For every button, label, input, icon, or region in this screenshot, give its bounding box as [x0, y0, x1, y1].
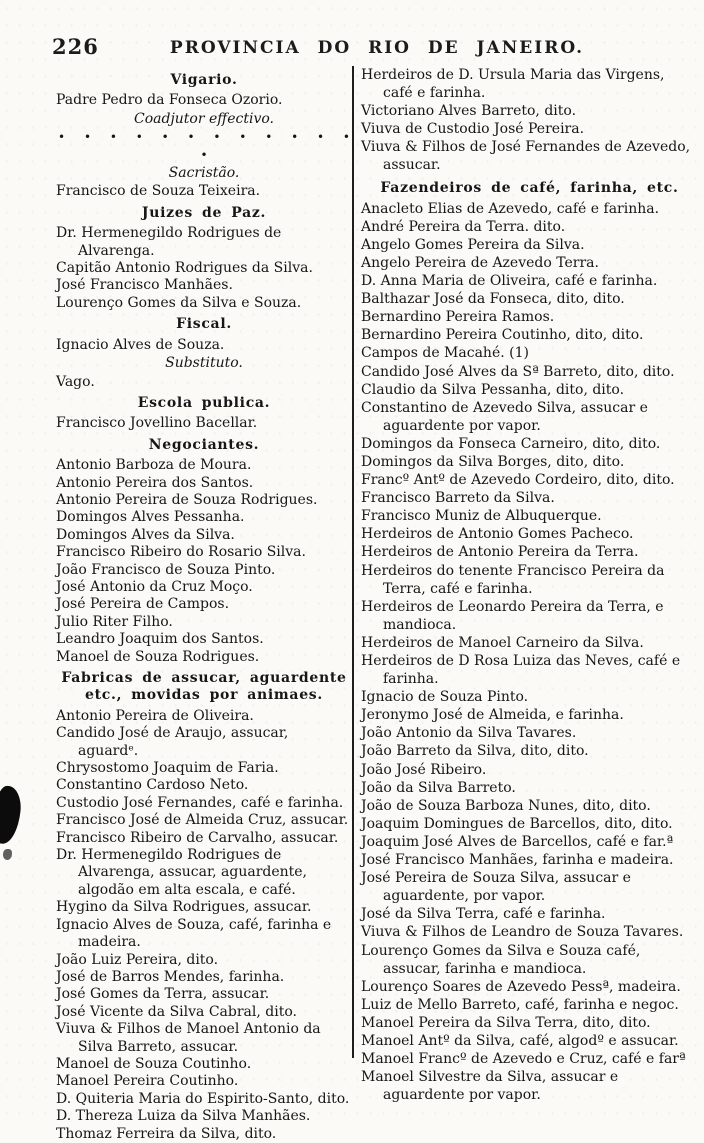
entry-line: Julio Riter Filho. [56, 613, 173, 630]
entry-line: Francisco de Souza Teixeira. [56, 183, 261, 200]
ink-speck [3, 849, 12, 860]
entry-line: Herdeiros de D. Ursula Maria das Virgens, café e farinha. [361, 67, 665, 102]
entry-line: Ignacio de Souza Pinto. [361, 689, 529, 706]
entry-line: José Francisco Manhães. [56, 277, 233, 294]
entry-line: João da Silva Barreto. [361, 779, 516, 796]
entry-line: D. Thereza Luiza da Silva Manhães. [56, 1108, 311, 1125]
entry-line: José Vicente da Silva Cabral, dito. [56, 1003, 297, 1020]
ink-blot [0, 785, 23, 845]
entry-line: Leandro Joaquim dos Santos. [56, 631, 264, 648]
entry-line: Joaquim José Alves de Barcellos, café e far.ª [361, 833, 674, 850]
entry-line: João Antonio da Silva Tavares. [361, 725, 577, 742]
entry-line: Herdeiros de D Rosa Luiza das Neves, café e farinha. [361, 653, 681, 688]
entry-line: Antonio Barboza de Moura. [56, 457, 252, 474]
entry-line: Viuva & Filhos de José Fernandes de Azevedo, assucar. [361, 139, 691, 174]
entry-line: Balthazar José da Fonseca, dito, dito. [361, 291, 625, 308]
entry-line: Francisco José de Almeida Cruz, assucar. [56, 812, 349, 829]
entry-line: João Luiz Pereira, dito. [56, 951, 219, 968]
entry-line: Herdeiros de Antonio Pereira da Terra. [361, 544, 639, 561]
section-heading: Fiscal. [176, 316, 232, 333]
entry-line: Manoel de Souza Coutinho. [56, 1055, 252, 1072]
entry-line: Jeronymo José de Almeida, e farinha. [361, 707, 624, 724]
entry-line: Luiz de Mello Barreto, café, farinha e negoc. [361, 996, 679, 1013]
section-heading: Escola publica. [137, 394, 271, 411]
entry-line: Ignacio Alves de Souza, café, farinha e madeira. [56, 916, 332, 951]
entry-line: Bernardino Pereira Coutinho, dito, dito. [361, 327, 644, 344]
entry-line: Joaquim Domingues de Barcellos, dito, dito. [361, 815, 673, 832]
column-divider-rule [352, 66, 354, 1058]
entry-line: Claudio da Silva Pessanha, dito, dito. [361, 381, 625, 398]
column-right [361, 66, 698, 1104]
entry-line: José Antonio da Cruz Moço. [56, 578, 253, 595]
entry-line: Candido José de Araujo, assucar, aguardᵉ. [56, 725, 289, 759]
entry-line: Candido José Alves da Sª Barreto, dito, dito. [361, 363, 675, 380]
entry-line: Manoel Silvestre da Silva, assucar e aguardente por vapor. [361, 1069, 619, 1104]
section-heading: Fazendeiros de café, farinha, etc. [380, 179, 679, 196]
entry-line: José da Silva Terra, café e farinha. [361, 906, 606, 923]
entry-line: Francº Antº de Azevedo Cordeiro, dito, dito. [361, 472, 675, 489]
entry-line: Chrysostomo Joaquim de Faria. [56, 760, 279, 777]
entry-line: Francisco Muniz de Albuquerque. [361, 508, 602, 525]
entry-line: Herdeiros de Antonio Gomes Pacheco. [361, 526, 634, 543]
entry-line: Capitão Antonio Rodrigues da Silva. [56, 260, 313, 277]
entry-line: Viuva & Filhos de Leandro de Souza Tavares. [361, 924, 684, 941]
entry-line: D. Anna Maria de Oliveira, café e farinha. [361, 273, 658, 290]
entry-line: João José Ribeiro. [361, 761, 487, 778]
entry-line: Herdeiros de Manoel Carneiro da Silva. [361, 634, 644, 651]
entry-line: Dr. Hermenegildo Rodrigues de Alvarenga. [56, 225, 282, 259]
entry-line: Lourenço Soares de Azevedo Pessª, madeira. [361, 978, 681, 995]
entry-line: Angelo Gomes Pereira da Silva. [361, 236, 585, 253]
entry-line: José Gomes da Terra, assucar. [56, 986, 270, 1003]
entry-line: Hygino da Silva Rodrigues, assucar. [56, 899, 312, 916]
page-number: 226 [52, 34, 99, 59]
entry-line: Francisco Ribeiro do Rosario Silva. [56, 544, 306, 561]
entry-line: Domingos Alves Pessanha. [56, 509, 245, 526]
column-left [56, 68, 352, 1143]
entry-line: Francisco Jovellino Bacellar. [56, 415, 258, 432]
entry-line: Victoriano Alves Barreto, dito. [361, 103, 577, 120]
entry-line: Antonio Pereira de Oliveira. [56, 707, 254, 724]
entry-line: José de Barros Mendes, farinha. [56, 968, 285, 985]
entry-line: Padre Pedro da Fonseca Ozorio. [56, 92, 283, 109]
entry-line: Francisco Ribeiro de Carvalho, assucar. [56, 829, 339, 846]
entry-line: Lourenço Gomes da Silva e Souza. [56, 294, 302, 311]
italic-subheading: Coadjutor effectivo. [134, 110, 274, 127]
entry-line: Manoel Antº da Silva, café, algodº e assucar. [361, 1032, 679, 1049]
italic-subheading: Substituto. [165, 355, 243, 372]
entry-line: D. Quiteria Maria do Espirito-Santo, dito. [56, 1090, 350, 1107]
entry-line: Manoel de Souza Rodrigues. [56, 648, 260, 665]
entry-line: Dr. Hermenegildo Rodrigues de Alvarenga, assucar, aguardente, algodão em alta escala, e café. [56, 847, 308, 898]
entry-line: Vago. [56, 373, 95, 390]
entry-line: Antonio Pereira de Souza Rodrigues. [56, 491, 318, 508]
entry-line: Herdeiros do tenente Francisco Pereira da Terra, café e farinha. [361, 562, 665, 597]
entry-line: Ignacio Alves de Souza. [56, 336, 225, 353]
section-heading: Negociantes. [148, 436, 260, 453]
entry-line: José Pereira de Campos. [56, 596, 230, 613]
entry-line: Lourenço Gomes da Silva e Souza café, assucar, farinha e mandioca. [361, 942, 641, 977]
entry-line: Herdeiros de Leonardo Pereira da Terra, e mandioca. [361, 598, 664, 633]
entry-line: Domingos Alves da Silva. [56, 526, 235, 543]
section-heading: Fabricas de assucar, aguardente etc., movidas por animaes. [61, 670, 347, 704]
entry-line: Anacleto Elias de Azevedo, café e farinha. [361, 200, 660, 217]
entry-line: Thomaz Ferreira da Silva, dito. [56, 1125, 277, 1142]
entry-line: Manoel Francº de Azevedo e Cruz, café e farª [361, 1051, 686, 1068]
entry-line: João de Souza Barboza Nunes, dito, dito. [361, 797, 651, 814]
entry-line: Angelo Pereira de Azevedo Terra. [361, 254, 599, 271]
entry-line: Viuva & Filhos de Manoel Antonio da Silva Barreto, assucar. [56, 1021, 321, 1055]
section-heading: Vigario. [170, 72, 238, 88]
entry-line: Constantino Cardoso Neto. [56, 777, 249, 794]
entry-line: Bernardino Pereira Ramos. [361, 309, 555, 326]
section-heading: Juizes de Paz. [141, 204, 267, 221]
entry-line: João Barreto da Silva, dito, dito. [361, 743, 589, 760]
entry-line: Antonio Pereira dos Santos. [56, 474, 254, 491]
entry-line: Campos de Macahé. (1) [361, 345, 529, 362]
entry-line: Constantino de Azevedo Silva, assucar e aguardente por vapor. [361, 399, 648, 434]
entry-line: Viuva de Custodio José Pereira. [361, 121, 585, 138]
entry-line: Francisco Barreto da Silva. [361, 490, 555, 507]
entry-line: Domingos da Fonseca Carneiro, dito, dito. [361, 435, 661, 452]
page-title: PROVINCIA DO RIO DE JANEIRO. [169, 38, 585, 58]
entry-line: João Francisco de Souza Pinto. [56, 561, 276, 578]
entry-line: Custodio José Fernandes, café e farinha. [56, 794, 344, 811]
entry-line: Manoel Pereira Coutinho. [56, 1073, 239, 1090]
entry-line: José Pereira de Souza Silva, assucar e aguardente, por vapor. [361, 870, 631, 905]
entry-line: José Francisco Manhães, farinha e madeira. [361, 852, 674, 869]
entry-line: Manoel Pereira da Silva Terra, dito, dito. [361, 1014, 651, 1031]
dots-row: • • • • • • • • • • • • • [58, 130, 350, 162]
entry-line: Domingos da Silva Borges, dito, dito. [361, 453, 625, 470]
entry-line: André Pereira da Terra. dito. [361, 218, 566, 235]
italic-subheading: Sacristão. [168, 165, 240, 182]
